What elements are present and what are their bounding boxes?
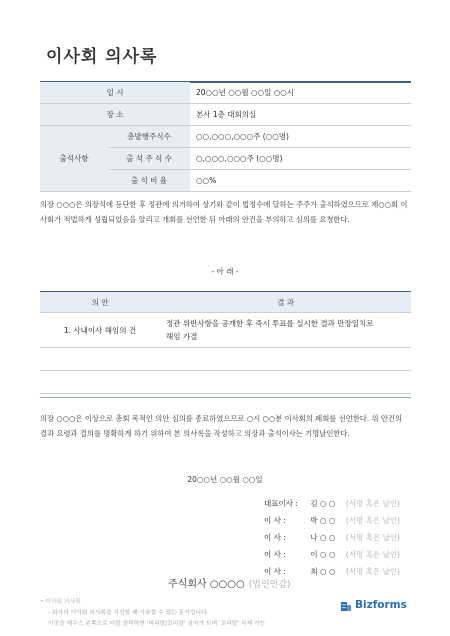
agenda-bottom-rule: [40, 397, 411, 398]
date-label: 일 시: [40, 82, 190, 104]
signature-name: 박 ○ ○: [310, 516, 336, 525]
closing-paragraph: 의장 ○○○은 이상으로 총회 목적인 의안 심의를 종료하였으므로 ○시 ○○분 이사회의 폐회를 선언한다. 위 안건의 결과 요령과 결의를 명확하게 하기 위하여 본 의사록을 작성하고 의장과 출석이사는 기명날인한다.: [40, 414, 402, 438]
agenda-result: [160, 313, 411, 348]
page-title: 이사회 의사록: [46, 47, 158, 67]
footer-line1: - 회사의 이사회 의사록을 작성할 때 사용할 수 있는 문서입니다.: [48, 610, 209, 616]
signature-note: (서명 혹은 날인): [345, 533, 400, 542]
brand-name: Bizforms: [355, 599, 407, 611]
info-row-date: [40, 82, 411, 104]
signature-row: [264, 547, 400, 562]
signature-note: (서명 혹은 날인): [345, 567, 400, 576]
signature-role: 이 사 :: [264, 550, 286, 559]
col-result-header: 결 과: [160, 292, 411, 313]
agenda-item: 1. 사내이사 해임의 건: [40, 313, 160, 348]
signature-name: 최 ○ ○: [310, 567, 336, 576]
agenda-result-line2: 해임 가결: [166, 332, 198, 341]
signature-row: [264, 513, 400, 528]
total-shares-label: 총발행주식수: [108, 126, 190, 148]
footer-line2: 이곳을 메우스 왼쪽으로 더블 클릭하면 '머리말/꼬리말' 삼자가 트며 '꼬리말' 삭제 가능: [48, 621, 266, 627]
signature-row: [264, 496, 400, 511]
brand-logo: [340, 599, 407, 611]
signature-role: 이 사 :: [264, 567, 286, 576]
present-shares-label: 출 석 주 식 수: [108, 148, 190, 170]
info-row-total-shares: [40, 126, 411, 148]
info-row-place: [40, 104, 411, 126]
signature-row: [264, 530, 400, 545]
footer-bullet: • 이사회 의사록: [40, 599, 81, 605]
signature-name: 나 ○ ○: [310, 533, 336, 542]
agenda-result-line1: 정관 위반사항을 공개한 후 즉시 투표를 실시한 결과 만장일치로: [166, 319, 374, 328]
agenda-header-row: [40, 292, 411, 313]
building-icon: [340, 599, 352, 611]
signature-name: 김 ○ ○: [310, 499, 336, 508]
ratio-label: 출 석 비 율: [108, 170, 190, 192]
present-shares-value: ○,○○○,○○○주 (○○명): [190, 148, 411, 170]
signature-note: (서명 혹은 날인): [345, 516, 400, 525]
company-seal: (법인인감): [248, 580, 291, 590]
signature-name: 이 ○ ○: [310, 550, 336, 559]
signature-role: 이 사 :: [264, 516, 286, 525]
place-value: 본사 1층 대회의실: [190, 104, 411, 126]
attendance-label: 출석사항: [40, 126, 108, 192]
agenda-row-empty: [40, 348, 411, 371]
below-heading: - 아 래 -: [211, 267, 239, 276]
sign-date: 20○○년 ○○월 ○○일: [187, 475, 263, 484]
agenda-row: [40, 313, 411, 348]
signature-note: (서명 혹은 날인): [345, 499, 400, 508]
ratio-value: ○○%: [190, 170, 411, 192]
total-shares-value: ○○,○○○,○○○주 (○○명): [190, 126, 411, 148]
signature-role: 대표이사 :: [264, 499, 298, 508]
company-text: 주식회사 ○○○○: [168, 579, 245, 590]
company-name: [168, 575, 291, 590]
opening-paragraph: 의장 ○○○은 의장석에 등단한 후 정관에 의거하여 상기와 같이 법정수에 달하는 주주가 출석하였으므로 제○○회 이사회가 적법하게 성립되었음을 알리고 개회를 선언한 뒤 아래의 안건을 부의하고 심의를 요청한다.: [40, 200, 408, 224]
date-value: 20○○년 ○○월 ○○일 ○○시: [190, 82, 411, 104]
agenda-table: [40, 292, 411, 394]
signature-role: 이 사 :: [264, 533, 286, 542]
col-item-header: 의 안: [40, 292, 160, 313]
place-label: 장 소: [40, 104, 190, 126]
signature-note: (서명 혹은 날인): [345, 550, 400, 559]
info-table: [40, 82, 411, 192]
agenda-row-empty: [40, 371, 411, 394]
